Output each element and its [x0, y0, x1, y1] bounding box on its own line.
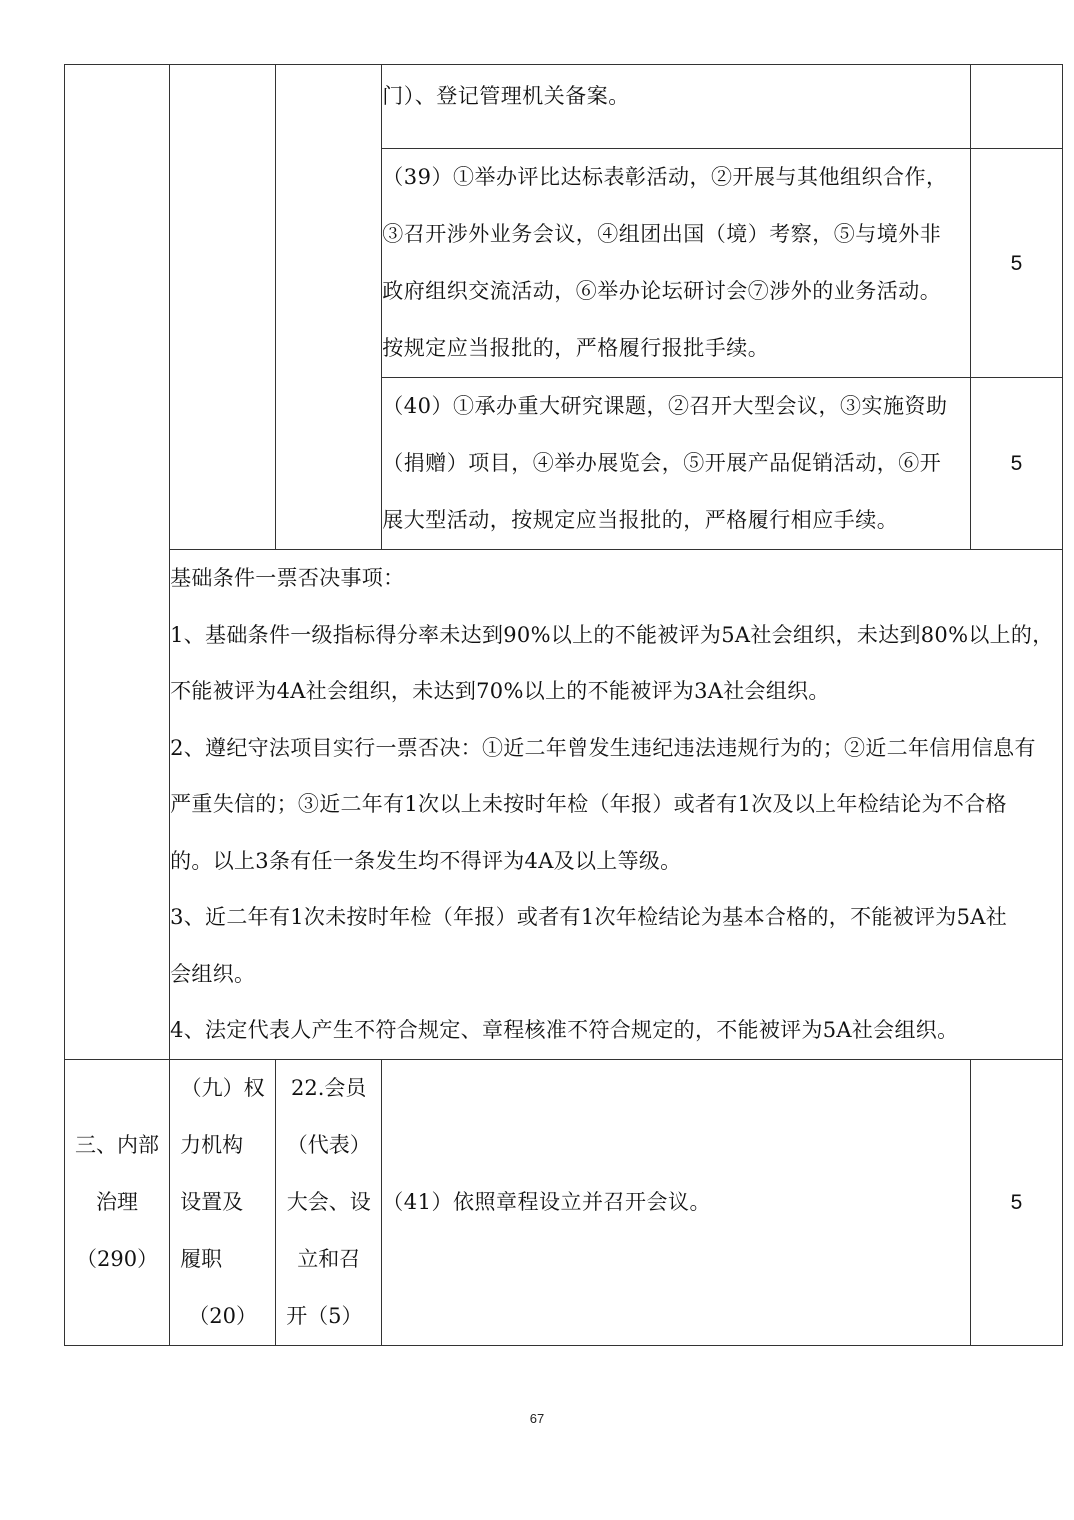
- level2-line: 履职: [180, 1246, 223, 1271]
- table-row-38-tail: [65, 65, 1063, 149]
- level3-line: 22.会员: [291, 1075, 367, 1100]
- veto-line: 的。以上3条有任一条发生均不得评为4A及以上等级。: [170, 848, 682, 873]
- score-40: 5: [970, 378, 1062, 550]
- score-41: 5: [970, 1059, 1062, 1345]
- score-38: [970, 65, 1062, 149]
- veto-conditions-cell: [170, 550, 1063, 1060]
- criterion-line: 门）、登记管理机关备案。: [382, 84, 630, 108]
- level1-cell-continued: [65, 65, 170, 1060]
- level2-cell-continued: [170, 65, 276, 550]
- criterion-40: [382, 378, 971, 550]
- score-39: 5: [970, 149, 1062, 378]
- page-number: 67: [529, 1411, 545, 1426]
- veto-line: 3、近二年有1次未按时年检（年报）或者有1次年检结论为基本合格的，不能被评为5A社: [170, 905, 1007, 929]
- level2-line: （20）: [188, 1303, 257, 1328]
- veto-line: 4、法定代表人产生不符合规定、章程核准不符合规定的，不能被评为5A社会组织。: [170, 1018, 959, 1042]
- level2-line: 力机构: [180, 1132, 244, 1157]
- level1-line: （290）: [76, 1246, 159, 1271]
- criterion-line: 展大型活动，按规定应当报批的，严格履行相应手续。: [382, 508, 899, 532]
- criterion-line: （捐赠）项目，④举办展览会，⑤开展产品促销活动，⑥开: [382, 451, 942, 475]
- veto-line: 不能被评为4A社会组织，未达到70%以上的不能被评为3A社会组织。: [170, 679, 830, 703]
- level2-power-organ: [170, 1059, 276, 1345]
- level1-internal-governance: [65, 1059, 170, 1345]
- level3-line: 大会、设: [286, 1189, 371, 1214]
- criterion-line: 政府组织交流活动，⑥举办论坛研讨会⑦涉外的业务活动。: [382, 279, 942, 303]
- level3-line: 开（5）: [286, 1303, 363, 1328]
- level3-cell-continued: [276, 65, 382, 550]
- criterion-39: [382, 149, 971, 378]
- level1-line: 三、内部: [75, 1132, 160, 1157]
- criterion-line: 按规定应当报批的，严格履行报批手续。: [382, 336, 770, 360]
- veto-line: 会组织。: [170, 961, 256, 986]
- criterion-line: （39）①举办评比达标表彰活动，②开展与其他组织合作，: [382, 165, 948, 189]
- veto-line: 2、遵纪守法项目实行一票否决：①近二年曾发生违纪违法违规行为的；②近二年信用信息有: [170, 735, 1036, 760]
- criterion-line: （40）①承办重大研究课题，②召开大型会议，③实施资助: [382, 394, 948, 418]
- criterion-41: （41）依照章程设立并召开会议。: [382, 1059, 971, 1345]
- level3-line: （代表）: [286, 1132, 371, 1157]
- table-row-41: [65, 1059, 1063, 1345]
- criterion-line: ③召开涉外业务会议，④组团出国（境）考察，⑤与境外非: [382, 222, 942, 246]
- level3-line: 立和召: [297, 1246, 361, 1271]
- veto-row: [65, 550, 1063, 1060]
- veto-line: 严重失信的；③近二年有1次以上未按时年检（年报）或者有1次及以上年检结论为不合格: [170, 792, 1007, 816]
- level3-member-congress: [276, 1059, 382, 1345]
- level1-line: 治理: [96, 1189, 139, 1214]
- evaluation-standards-table: [64, 64, 1063, 1346]
- criterion-38-tail: [382, 65, 971, 149]
- veto-line: 1、基础条件一级指标得分率未达到90%以上的不能被评为5A社会组织，未达到80%以上的，: [170, 622, 1054, 647]
- veto-heading: 基础条件一票否决事项：: [170, 566, 405, 590]
- level2-line: 设置及: [180, 1189, 244, 1214]
- level2-line: （九）权: [180, 1075, 265, 1100]
